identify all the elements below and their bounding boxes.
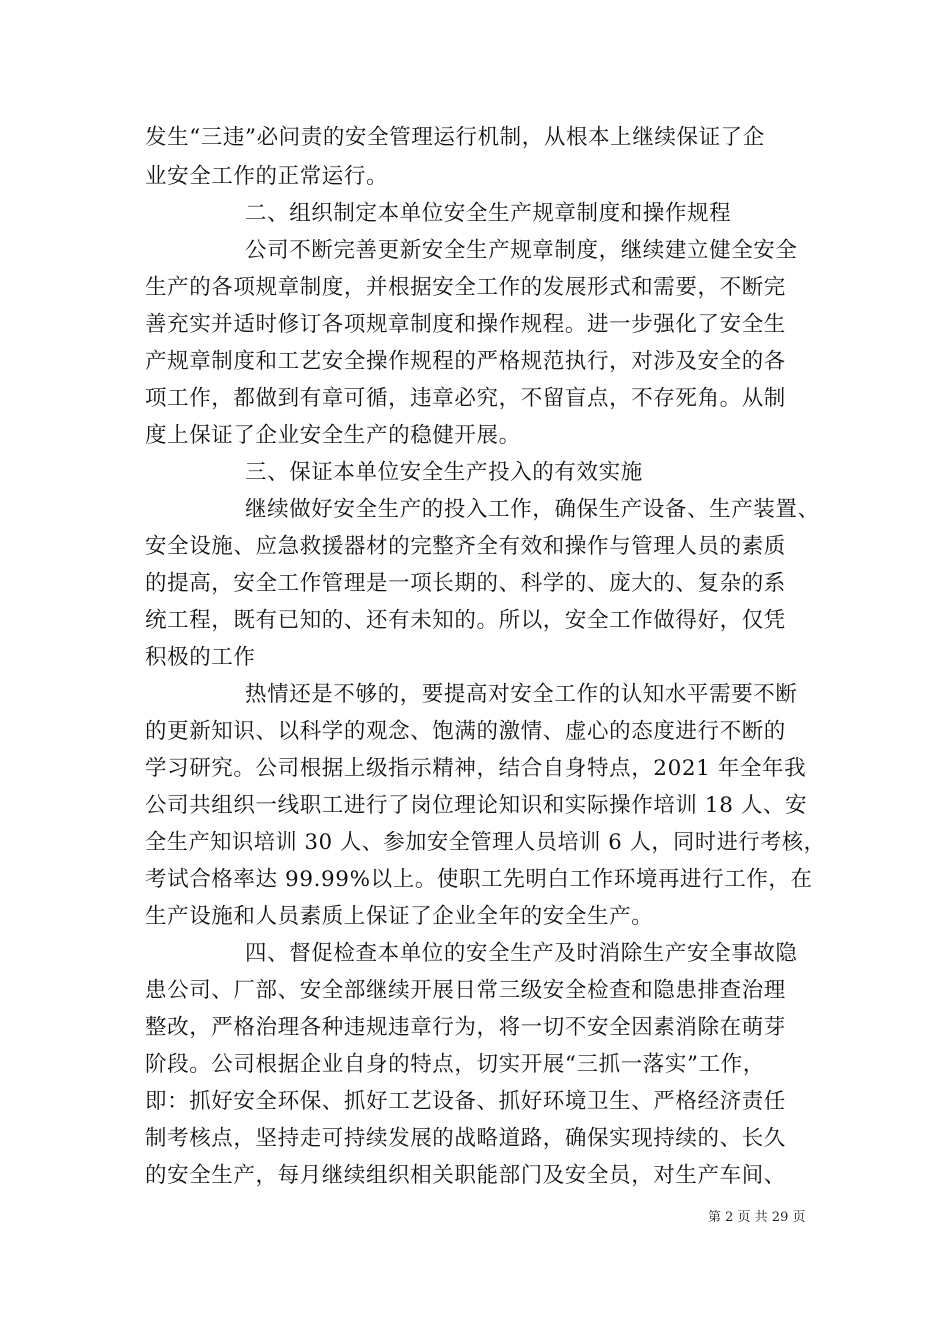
text-line: 继续做好安全生产的投入工作，确保生产设备、生产装置、 [245, 497, 820, 522]
text-line: 善充实并适时修订各项规章制度和操作规程。进一步强化了安全生 [145, 312, 786, 337]
text-line: 的更新知识、以科学的观念、饱满的激情、虚心的态度进行不断的 [145, 719, 786, 744]
text-line: 发生“三违”必问责的安全管理运行机制，从根本上继续保证了企 [145, 125, 765, 150]
text-line: 的提高，安全工作管理是一项长期的、科学的、庞大的、复杂的系 [145, 571, 786, 596]
text-line: 考试合格率达 99.99%以上。使职工先明白工作环境再进行工作，在 [145, 867, 813, 892]
text-line: 积极的工作 [145, 645, 256, 670]
text-line: 热情还是不够的，要提高对安全工作的认知水平需要不断 [245, 682, 798, 707]
text-line: 项工作，都做到有章可循，违章必究，不留盲点，不存死角。从制 [145, 386, 786, 411]
text-line: 患公司、厂部、安全部继续开展日常三级安全检查和隐患排查治理 [145, 978, 786, 1003]
text-line: 公司不断完善更新安全生产规章制度，继续建立健全安全 [245, 238, 798, 263]
section-heading: 二、组织制定本单位安全生产规章制度和操作规程 [245, 201, 732, 226]
text-line: 统工程，既有已知的、还有未知的。所以，安全工作做得好，仅凭 [145, 608, 786, 633]
text-line: 生产的各项规章制度，并根据安全工作的发展形式和需要，不断完 [145, 275, 786, 300]
page-number-footer: 第 2 页 共 29 页 [708, 1210, 806, 1225]
text-line: 产规章制度和工艺安全操作规程的严格规范执行，对涉及安全的各 [145, 349, 786, 374]
text-line: 度上保证了企业安全生产的稳健开展。 [145, 423, 521, 448]
text-line: 业安全工作的正常运行。 [145, 164, 389, 189]
text-line: 公司共组织一线职工进行了岗位理论知识和实际操作培训 18 人、安 [145, 793, 808, 818]
text-line: 的安全生产，每月继续组织相关职能部门及安全员，对生产车间、 [145, 1163, 786, 1188]
text-line: 制考核点，坚持走可持续发展的战略道路，确保实现持续的、长久 [145, 1126, 786, 1151]
text-line: 整改，严格治理各种违规违章行为，将一切不安全因素消除在萌芽 [145, 1015, 786, 1040]
text-line: 生产设施和人员素质上保证了企业全年的安全生产。 [145, 904, 654, 929]
text-line: 即：抓好安全环保、抓好工艺设备、抓好环境卫生、严格经济责任 [145, 1089, 786, 1114]
text-line: 安全设施、应急救援器材的完整齐全有效和操作与管理人员的素质 [145, 534, 786, 559]
text-line: 阶段。公司根据企业自身的特点，切实开展“三抓一落实”工作， [145, 1052, 765, 1077]
text-line: 全生产知识培训 30 人、参加安全管理人员培训 6 人，同时进行考核， [145, 830, 826, 855]
section-heading: 三、保证本单位安全生产投入的有效实施 [245, 460, 643, 485]
section-heading: 四、督促检查本单位的安全生产及时消除生产安全事故隐 [245, 941, 798, 966]
text-line: 学习研究。公司根据上级指示精神，结合自身特点，2021 年全年我 [145, 756, 807, 781]
